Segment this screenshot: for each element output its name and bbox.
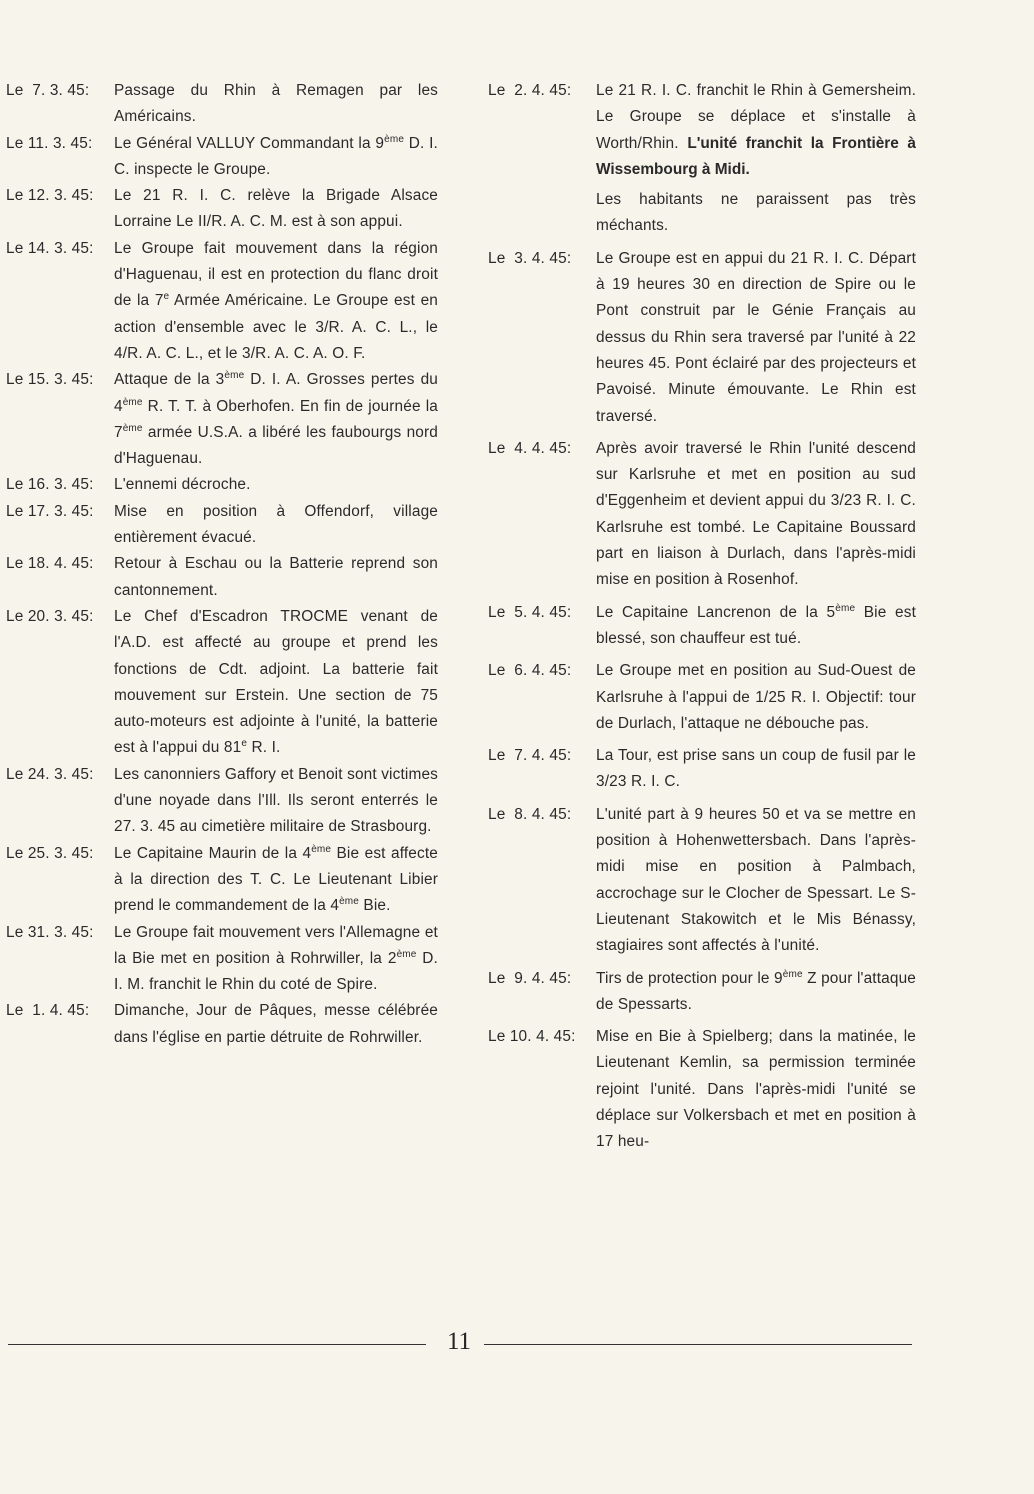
entry-date: Le 8. 4. 45: bbox=[488, 805, 572, 823]
entry-date: Le 7. 4. 45: bbox=[488, 747, 572, 765]
journal-entry bbox=[6, 236, 438, 367]
entry-date: Le 4. 4. 45: bbox=[488, 439, 572, 457]
entry-date: Le 14. 3. 45: bbox=[6, 239, 94, 257]
journal-entry bbox=[488, 600, 916, 653]
journal-entry bbox=[488, 966, 916, 1019]
entry-date: Le 24. 3. 45: bbox=[6, 765, 94, 783]
entry-date: Le 31. 3. 45: bbox=[6, 923, 94, 941]
entry-text: Le Groupe met en position au Sud-Ouest de Karlsruhe à l'appui de 1/25 R. I. Objectif: tour de Durlach, l'attaque ne débouche pas. bbox=[596, 662, 916, 732]
entry-date: Le 20. 3. 45: bbox=[6, 607, 94, 625]
journal-entry bbox=[6, 604, 438, 762]
left-column bbox=[6, 78, 438, 1051]
entry-text: Le Capitaine Maurin de la 4ème Bie est affecte à la direction des T. C. Le Lieutenant Libier prend le commandement de la 4ème Bie. bbox=[114, 843, 438, 915]
entry-text: Le 21 R. I. C. relève la Brigade Alsace Lorraine Le II/R. A. C. M. est à son appui. bbox=[114, 187, 438, 231]
entry-date: Le 3. 4. 45: bbox=[488, 249, 572, 267]
journal-entry bbox=[6, 472, 438, 498]
entry-date: Le 1. 4. 45: bbox=[6, 1002, 90, 1020]
journal-entry bbox=[488, 743, 916, 796]
journal-entry bbox=[6, 499, 438, 552]
journal-entry bbox=[6, 131, 438, 184]
journal-entry bbox=[6, 78, 438, 131]
entry-text: Attaque de la 3ème D. I. A. Grosses pertes du 4ème R. T. T. à Oberhofen. En fin de journée la 7ème armée U.S.A. a libéré les faubourgs nord d'Haguenau. bbox=[114, 370, 438, 468]
footer-rule-right bbox=[484, 1344, 912, 1345]
footer-rule-left bbox=[8, 1344, 426, 1345]
entry-text: Le Groupe fait mouvement dans la région d'Haguenau, il est en protection du flanc droit de la 7e Armée Américaine. Le Groupe est en action d'ensemble avec le 3/R. A. C. L., le 4/R. A. C. L., et le 3/R. A. C. A. O. F. bbox=[114, 239, 438, 362]
journal-entry bbox=[488, 246, 916, 430]
page-footer bbox=[0, 1328, 1034, 1358]
journal-entry bbox=[6, 920, 438, 999]
entry-text: Après avoir traversé le Rhin l'unité descend sur Karlsruhe et met en position au sud d'Eggenheim et devient appui du 3/23 R. I. C. Karlsruhe est tombé. Le Capitaine Boussard part en liaison à Durlach, dans l'après-midi mise en position à Rosenhof. bbox=[596, 439, 916, 589]
entry-date: Le 15. 3. 45: bbox=[6, 371, 94, 389]
journal-entry bbox=[488, 802, 916, 960]
entry-date: Le 11. 3. 45: bbox=[6, 134, 93, 152]
entry-text: L'ennemi décroche. bbox=[114, 476, 251, 494]
journal-entry bbox=[488, 658, 916, 737]
journal-entry bbox=[488, 436, 916, 594]
entry-text: Dimanche, Jour de Pâques, messe célébrée dans l'église en partie détruite de Rohrwiller. bbox=[114, 1002, 438, 1046]
journal-entry bbox=[6, 551, 438, 604]
entry-text: La Tour, est prise sans un coup de fusil par le 3/23 R. I. C. bbox=[596, 747, 916, 791]
entry-date: Le 16. 3. 45: bbox=[6, 476, 94, 494]
entry-text: Le Capitaine Lancrenon de la 5ème Bie est blessé, son chauffeur est tué. bbox=[596, 602, 917, 647]
entry-date: Le 5. 4. 45: bbox=[488, 603, 572, 621]
entry-text: Mise en position à Offendorf, village entièrement évacué. bbox=[114, 502, 438, 547]
journal-entry bbox=[6, 841, 438, 920]
entry-text: Tirs de protection pour le 9ème Z pour l'attaque de Spessarts. bbox=[596, 968, 916, 1013]
entry-date: Le 10. 4. 45: bbox=[488, 1028, 576, 1046]
entry-text: Le 21 R. I. C. franchit le Rhin à Gemersheim. Le Groupe se déplace et s'installe à Worth/Rhin. L'unité franchit la Frontière à Wissembourg à Midi. Les habitants ne paraissent pas très méchants. bbox=[596, 82, 916, 235]
entry-date: Le 6. 4. 45: bbox=[488, 662, 572, 680]
entry-date: Le 17. 3. 45: bbox=[6, 502, 94, 520]
entry-date: Le 9. 4. 45: bbox=[488, 969, 572, 987]
journal-entry bbox=[488, 78, 916, 240]
entry-text: Les canonniers Gaffory et Benoit sont victimes d'une noyade dans l'Ill. Ils seront enterrés le 27. 3. 45 au cimetière militaire de Strasbourg. bbox=[114, 765, 438, 836]
entry-date: Le 25. 3. 45: bbox=[6, 844, 94, 862]
page-number: 11 bbox=[446, 1328, 472, 1355]
entry-date: Le 2. 4. 45: bbox=[488, 82, 572, 99]
entry-text: Le Groupe fait mouvement vers l'Allemagne et la Bie met en position à Rohrwiller, la 2ème D. I. M. franchit le Rhin du coté de Spire. bbox=[114, 923, 438, 994]
journal-entry bbox=[6, 762, 438, 841]
entry-date: Le 12. 3. 45: bbox=[6, 187, 94, 205]
entry-text: Le Groupe est en appui du 21 R. I. C. Départ à 19 heures 30 en direction de Spire ou le Pont construit par le Génie Français au dessus du Rhin sera traversé par l'unité à 22 heures 45. Pont éclairé par des projecteurs et Pavoisé. Minute émouvante. Le Rhin est traversé. bbox=[596, 249, 916, 425]
journal-entry bbox=[488, 1024, 916, 1155]
right-column bbox=[488, 78, 916, 1162]
entry-text: Le Chef d'Escadron TROCME venant de l'A.D. est affecté au groupe et prend les fonctions de Cdt. adjoint. La batterie fait mouvement sur Erstein. Une section de 75 auto-moteurs est adjointe à l'unité, la batterie est à l'appui du 81e R. I. bbox=[114, 607, 438, 757]
journal-entry bbox=[6, 998, 438, 1051]
entry-text: Retour à Eschau ou la Batterie reprend son cantonnement. bbox=[114, 555, 438, 599]
entry-date: Le 18. 4. 45: bbox=[6, 555, 94, 573]
journal-entry bbox=[6, 183, 438, 236]
entry-text: L'unité part à 9 heures 50 et va se mettre en position à Hohenwettersbach. Dans l'après-midi mise en position à Palmbach, accrochage sur le Clocher de Spessart. Le S-Lieutenant Stakowitch et le Mis Bénassy, stagiaires sont affectés à l'unité. bbox=[596, 805, 916, 955]
entry-date: Le 7. 3. 45: bbox=[6, 82, 90, 99]
entry-text: Passage du Rhin à Remagen par les Américains. bbox=[114, 82, 438, 126]
entry-text: Le Général VALLUY Commandant la 9ème D. I. C. inspecte le Groupe. bbox=[114, 133, 438, 178]
entry-text: Mise en Bie à Spielberg; dans la matinée, le Lieutenant Kemlin, sa permission terminée rejoint l'unité. Dans l'après-midi l'unité se déplace sur Volkersbach et met en position à 17 heu- bbox=[596, 1028, 916, 1151]
journal-entry bbox=[6, 367, 438, 472]
